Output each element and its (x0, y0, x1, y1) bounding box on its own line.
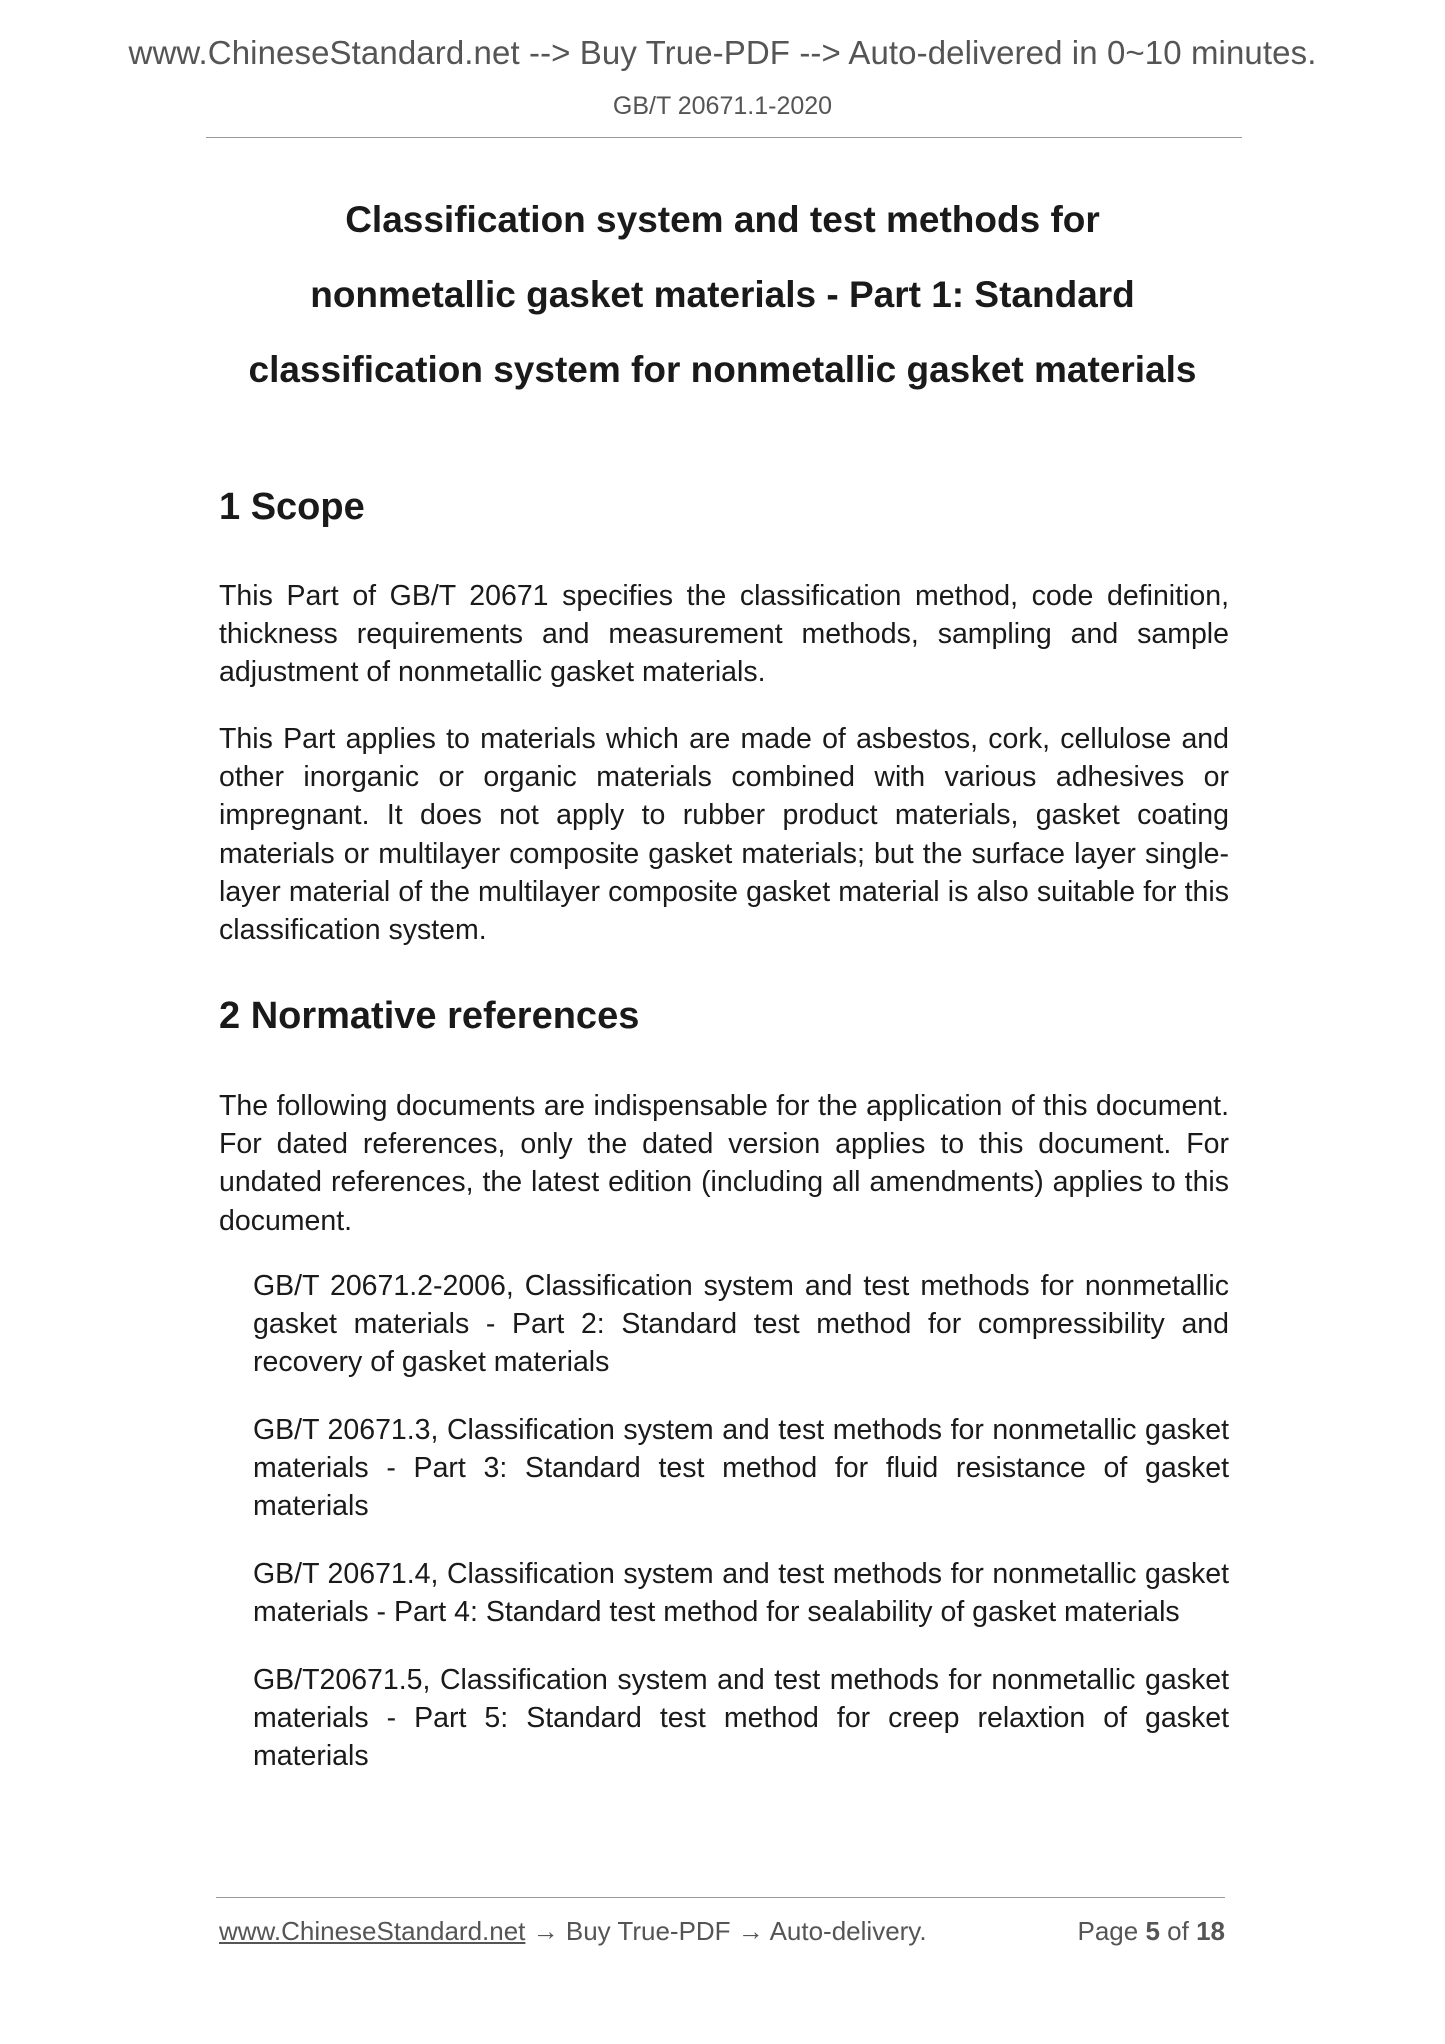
title-line-1: Classification system and test methods for (345, 199, 1100, 240)
header-divider (206, 137, 1242, 138)
page-footer (219, 1916, 1225, 1947)
page-number (1077, 1916, 1225, 1947)
reference-item: GB/T 20671.3, Classification system and test methods for nonmetallic gasket materials - Part 3: Standard test method for fluid resistance of gasket materials (253, 1414, 1229, 1523)
scope-paragraph-1: This Part of GB/T 20671 specifies the classification method, code definition, thickness requirements and measurement methods, sampling and sample adjustment of nonmetallic gasket materials. (219, 580, 1229, 689)
section-heading-scope: 1 Scope (219, 486, 365, 528)
reference-item: GB/T 20671.2-2006, Classification system and test methods for nonmetallic gasket materials - Part 2: Standard test method for compressibility and recovery of gasket materials (253, 1270, 1229, 1379)
scope-paragraph-2: This Part applies to materials which are made of asbestos, cork, cellulose and other inorganic or organic materials combined with various adhesives or impregnant. It does not apply to rubber product materials, gasket coating materials or multilayer composite gasket materials; but the surface layer single-layer material of the multilayer composite gasket material is also suitable for this classification system. (219, 723, 1229, 947)
section-heading-normative-references: 2 Normative references (219, 995, 640, 1037)
document-title (160, 182, 1285, 407)
page-label: Page (1077, 1916, 1139, 1946)
title-line-3: classification system for nonmetallic gasket materials (248, 349, 1197, 390)
footer-delivery-text: → Buy True-PDF → Auto-delivery. (525, 1916, 927, 1946)
footer-divider (216, 1897, 1225, 1898)
page-total: 18 (1196, 1916, 1225, 1946)
title-line-2: nonmetallic gasket materials - Part 1: Standard (310, 274, 1135, 315)
page-current: 5 (1145, 1916, 1160, 1946)
footer-link[interactable]: www.ChineseStandard.net (219, 1916, 526, 1946)
reference-item: GB/T20671.5, Classification system and test methods for nonmetallic gasket materials - Part 5: Standard test method for creep relaxtion of gasket materials (253, 1664, 1229, 1773)
top-banner: www.ChineseStandard.net --> Buy True-PDF --> Auto-delivered in 0~10 minutes. (128, 34, 1317, 71)
page-of: of (1167, 1916, 1189, 1946)
reference-item: GB/T 20671.4, Classification system and test methods for nonmetallic gasket materials - Part 4: Standard test method for sealability of gasket materials (253, 1558, 1229, 1629)
references-intro: The following documents are indispensable for the application of this document. For dated references, only the dated version applies to this document. For undated references, the latest edition (including all amendments) applies to this document. (219, 1090, 1229, 1237)
standard-code: GB/T 20671.1-2020 (612, 92, 833, 120)
